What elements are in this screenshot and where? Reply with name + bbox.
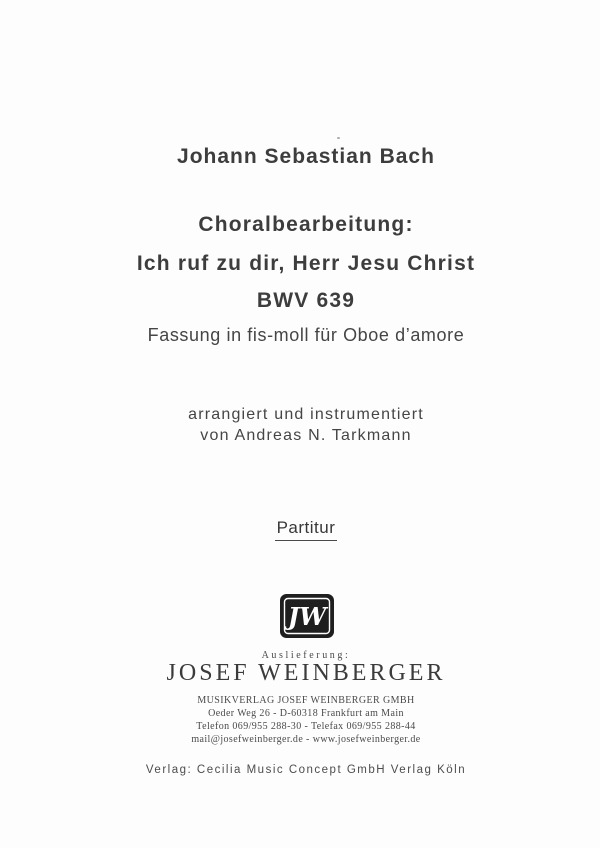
distributor-details [12,694,600,746]
distributor-phone-fax: Telefon 069/955 288-30 - Telefax 069/955 288-44 [196,721,416,732]
distributor-name: JOSEF WEINBERGER [166,660,446,686]
distributor-label: Auslieferung: [261,650,351,661]
distributor-company: MUSIKVERLAG JOSEF WEINBERGER GMBH [197,695,415,706]
jw-monogram-text: JW [287,602,327,631]
edition-label-row [12,518,600,541]
work-catalog-number: BWV 639 [256,289,356,312]
work-title: Ich ruf zu dir, Herr Jesu Christ [136,252,476,275]
distributor-address: Oeder Weg 26 - D-60318 Frankfurt am Main [208,708,404,719]
edition-label: Partitur [275,518,338,541]
composer-name: Johann Sebastian Bach [177,145,435,168]
distributor-email-web: mail@josefweinberger.de - www.josefweinberger.de [191,734,421,745]
work-version: Fassung in fis-moll für Oboe d’amore [147,325,465,345]
work-heading: Choralbearbeitung: [198,213,414,236]
publisher-footer: Verlag: Cecilia Music Concept GmbH Verlag Köln [145,764,467,776]
publisher-logo [280,594,334,638]
arranger-credit [12,404,600,446]
scan-speck [337,137,340,139]
jw-monogram-icon [280,594,334,638]
arranger-credit-line2: von Andreas N. Tarkmann [200,427,412,444]
arranger-credit-line1: arrangiert und instrumentiert [188,406,424,423]
